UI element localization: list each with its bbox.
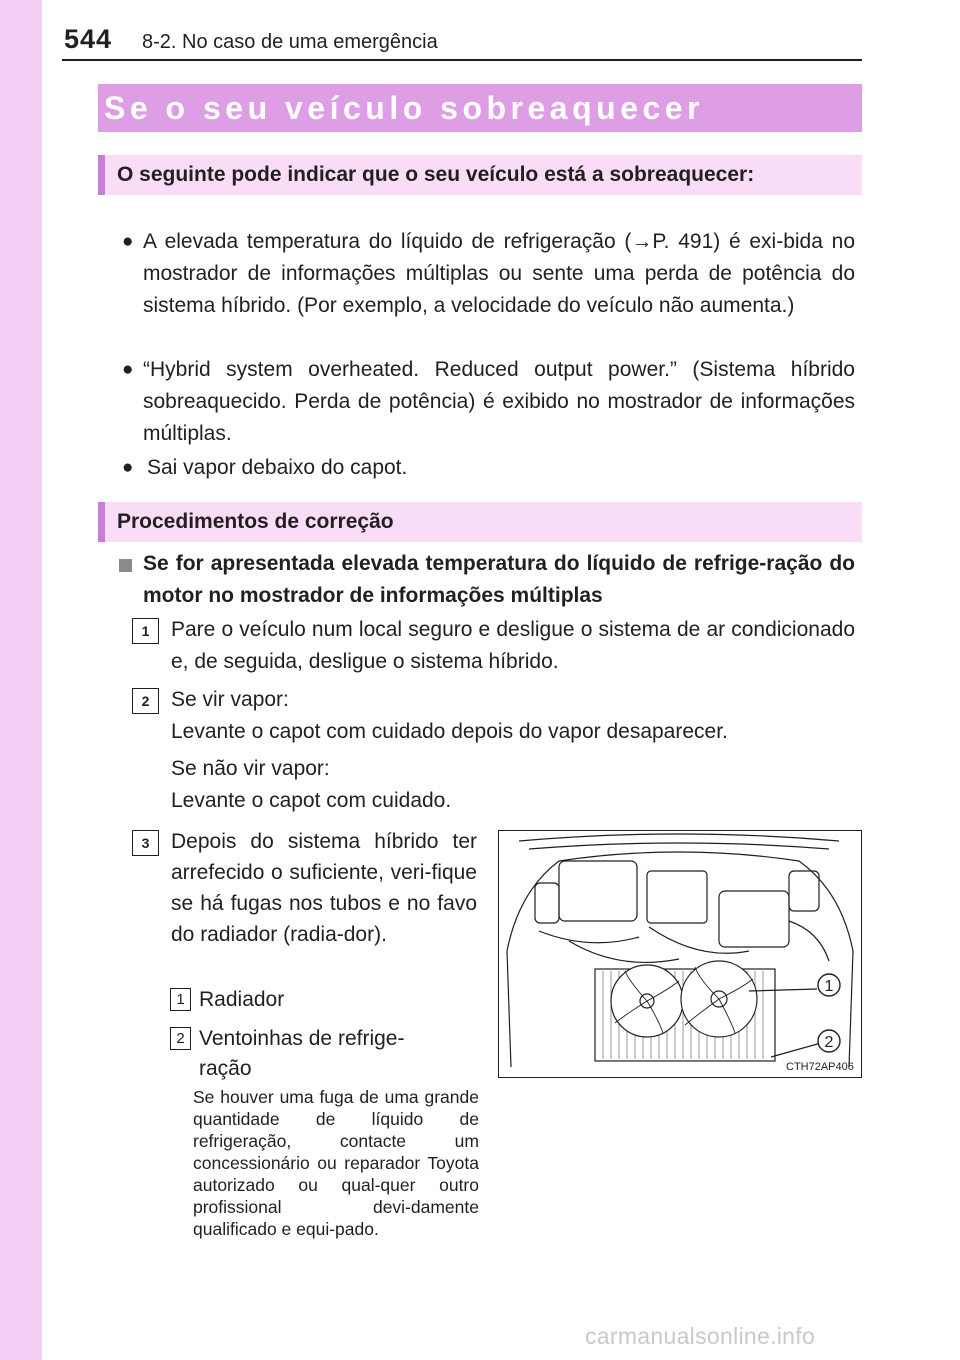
page-number: 544 <box>64 24 113 54</box>
label-radiador: Radiador <box>199 988 285 1011</box>
step-3-text: Depois do sistema híbrido ter arrefecido o suficiente, veri-fique se há fugas nos tubos e no favo do radiador (radia-dor). <box>171 830 477 946</box>
signs-heading: O seguinte pode indicar que o seu veículo está a sobreaquecer: <box>98 155 862 195</box>
header-rule <box>62 59 862 61</box>
figure-callout-1: 1 <box>824 978 834 995</box>
label-ventoinhas: Ventoinhas de refrige-ração <box>199 1027 405 1080</box>
step-number-3: 3 <box>132 830 159 856</box>
leak-note: Se houver uma fuga de uma grande quantidade de líquido de refrigeração, contacte um concessionário ou reparador Toyota autorizado ou qual-quer outro profissional devi-damente qualificado e equi-pado. <box>193 1087 479 1239</box>
section-reference: 8-2. No caso de uma emergência <box>142 31 438 53</box>
engine-compartment-figure <box>498 830 862 1078</box>
step-2-if-steam: Se vir vapor: <box>171 688 289 711</box>
procedure-subheading: Se for apresentada elevada temperatura do líquido de refrige-ração do motor no mostrador de informações múltiplas <box>143 552 855 607</box>
step-1-text: Pare o veículo num local seguro e desligue o sistema de ar condicionado e, de seguida, desligue o sistema híbrido. <box>171 618 855 673</box>
watermark: carmanualsonline.info <box>585 1323 816 1349</box>
step-2-no-steam: Se não vir vapor: <box>171 757 330 780</box>
sign-item-3: Sai vapor debaixo do capot. <box>147 456 408 479</box>
figure-code: CTH72AP406 <box>786 1061 854 1073</box>
procedures-heading: Procedimentos de correção <box>98 502 862 542</box>
square-bullet-icon <box>119 559 132 572</box>
engine-compartment-illustration <box>499 831 860 1076</box>
bullet-icon: ● <box>122 231 134 252</box>
step-number-2: 2 <box>132 688 159 714</box>
bullet-icon: ● <box>122 457 134 478</box>
bullet-icon: ● <box>122 359 134 380</box>
label-number-1: 1 <box>170 988 191 1011</box>
sign-item-2: “Hybrid system overheated. Reduced output power.” (Sistema híbrido sobreaquecido. Perda de potência) é exibido no mostrador de informações múltiplas. <box>143 358 855 445</box>
figure-callout-2: 2 <box>824 1034 834 1051</box>
label-number-2: 2 <box>170 1027 191 1050</box>
step-2-if-steam-action: Levante o capot com cuidado depois do vapor desaparecer. <box>171 720 728 743</box>
side-strip <box>0 0 42 1360</box>
step-2-no-steam-action: Levante o capot com cuidado. <box>171 789 452 812</box>
sign-item-1: A elevada temperatura do líquido de refrigeração (→P. 491) é exi-bida no mostrador de informações múltiplas ou sente uma perda de potência do sistema híbrido. (Por exemplo, a velocidade do veículo não aumenta.) <box>143 230 855 317</box>
step-number-1: 1 <box>132 618 159 644</box>
page-title: Se o seu veículo sobreaquecer <box>98 84 862 132</box>
